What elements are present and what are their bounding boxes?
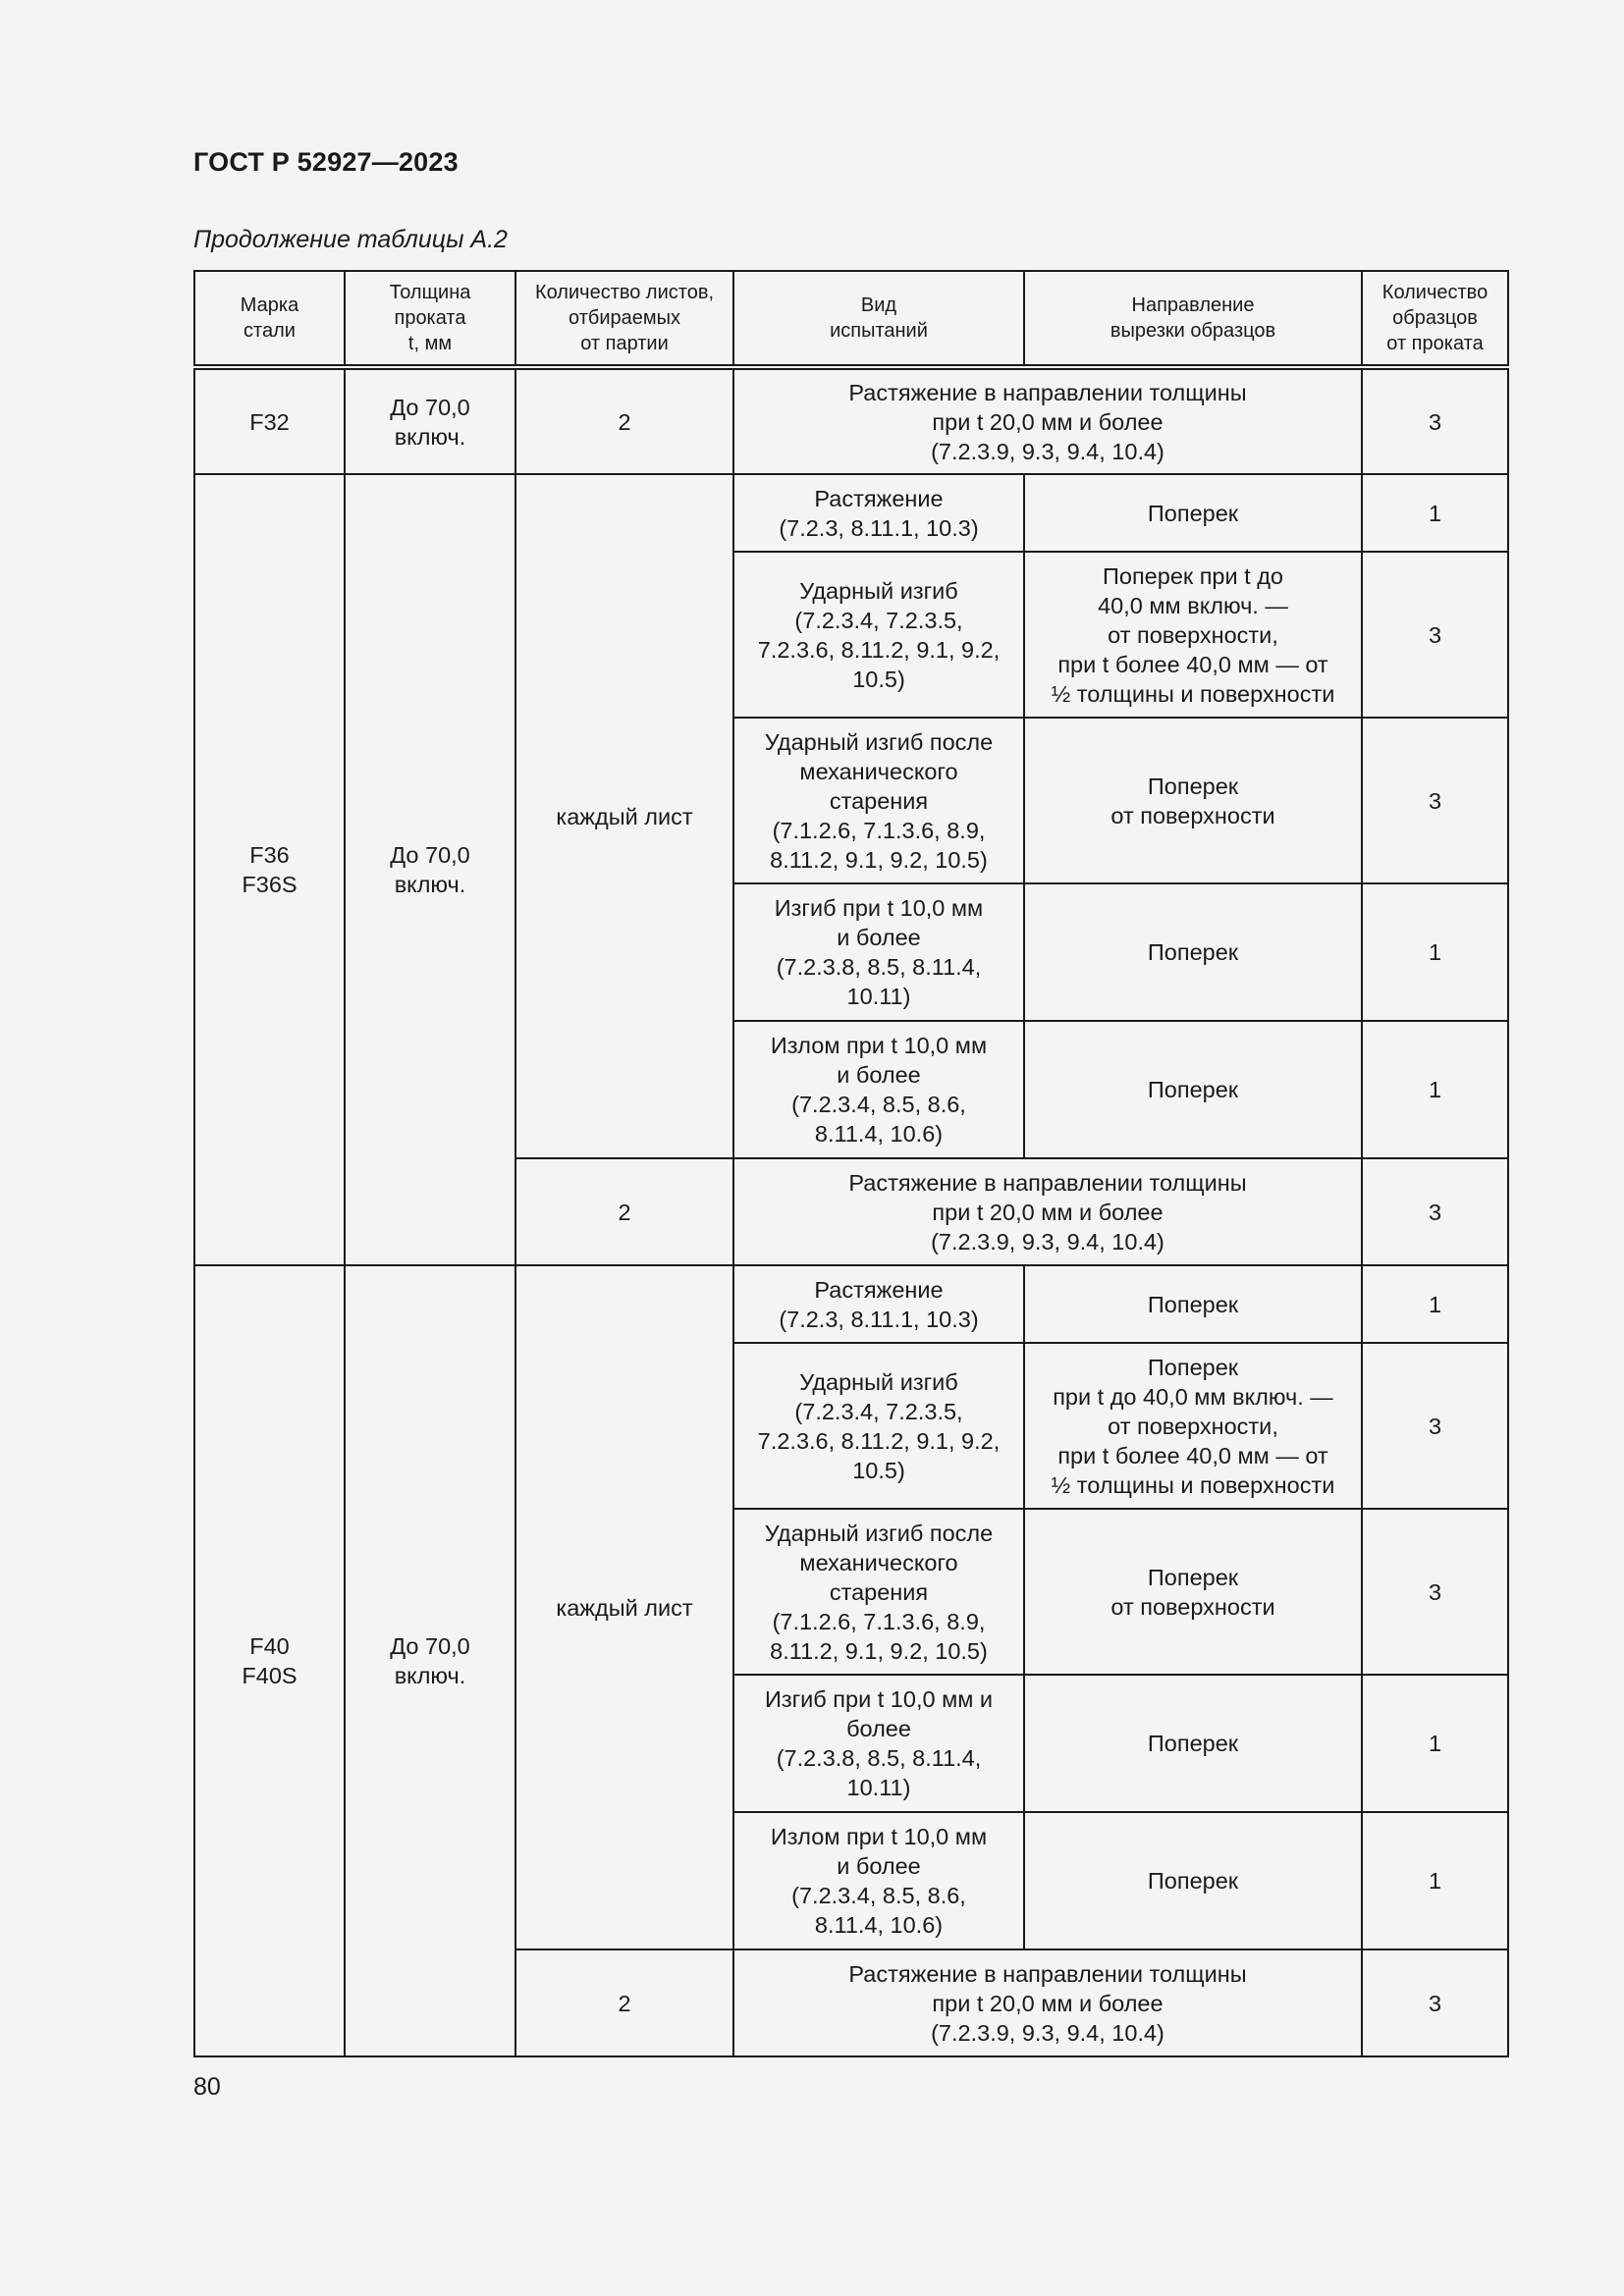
cell-line: (7.1.2.6, 7.1.3.6, 8.9,: [772, 1608, 986, 1634]
cell-line: F40S: [242, 1663, 298, 1688]
cell-line: и более: [837, 1853, 921, 1879]
cell-line: образцов: [1392, 307, 1478, 329]
test-cell: [733, 1021, 1024, 1158]
cell-line: от поверхности: [1110, 802, 1275, 828]
sheets-cell: каждый лист: [515, 474, 733, 1158]
cell-line: от партии: [580, 333, 669, 354]
cell-line: 10.5): [852, 1457, 905, 1483]
cell-line: Количество листов,: [534, 282, 715, 303]
test-cell: [733, 1812, 1024, 1949]
cell-line: проката: [394, 307, 466, 329]
grade-cell: [194, 367, 345, 474]
cell-line: более: [846, 1716, 911, 1741]
spec-table: [193, 270, 1509, 2057]
test-cell: [733, 1265, 1024, 1343]
cell-line: старения: [829, 787, 929, 814]
thickness-cell: [345, 474, 515, 1265]
cell-line: Излом при t 10,0 мм: [770, 1033, 988, 1058]
cell-line: от поверхности,: [1108, 621, 1278, 648]
cell-line: 10.5): [852, 666, 905, 692]
cell-line: (7.2.3.4, 8.5, 8.6,: [791, 1883, 966, 1908]
cell-line: Ударный изгиб: [799, 577, 958, 604]
cell-line: (7.2.3.9, 9.3, 9.4, 10.4): [931, 1228, 1164, 1255]
cell-line: старения: [829, 1578, 929, 1605]
cell-line: До 70,0: [390, 394, 470, 420]
count-cell: 3: [1362, 1343, 1508, 1509]
direction-cell: [1024, 1343, 1362, 1509]
cell-line: от поверхности,: [1108, 1413, 1278, 1439]
test-cell: [733, 718, 1024, 883]
cell-line: (7.2.3, 8.11.1, 10.3): [779, 1306, 979, 1332]
sheets-cell: 2: [515, 367, 733, 474]
cell-line: 8.11.2, 9.1, 9.2, 10.5): [770, 846, 988, 873]
cell-line: До 70,0: [390, 1633, 470, 1659]
test-cell: [733, 1675, 1024, 1812]
test-cell: [733, 1158, 1362, 1265]
cell-line: (7.2.3.9, 9.3, 9.4, 10.4): [931, 2019, 1164, 2046]
cell-line: испытаний: [830, 320, 928, 342]
cell-line: t, мм: [407, 333, 453, 354]
cell-line: включ.: [394, 872, 466, 897]
col-header-sheets: [515, 271, 733, 367]
cell-line: Ударный изгиб после: [764, 728, 994, 755]
cell-line: Поперек: [1147, 1564, 1239, 1590]
col-header-sample-count: [1362, 271, 1508, 367]
cell-line: (7.2.3.8, 8.5, 8.11.4,: [776, 954, 982, 980]
col-header-test-type: [733, 271, 1024, 367]
cell-line: Поперек: [1147, 1354, 1239, 1380]
cell-line: F36S: [242, 872, 298, 897]
test-cell: [733, 1509, 1024, 1675]
cell-line: 40,0 мм включ. —: [1098, 592, 1288, 618]
sheets-cell: 2: [515, 1949, 733, 2056]
cell-line: 8.11.2, 9.1, 9.2, 10.5): [770, 1637, 988, 1664]
count-cell: 3: [1362, 552, 1508, 718]
cell-line: Толщина: [389, 282, 471, 303]
cell-line: и более: [837, 1062, 921, 1088]
cell-line: при t более 40,0 мм — от: [1057, 1442, 1328, 1468]
cell-line: 7.2.3.6, 8.11.2, 9.1, 9.2,: [757, 636, 1001, 663]
table-row: [194, 367, 1508, 474]
direction-cell: [1024, 1812, 1362, 1949]
cell-line: (7.2.3.4, 7.2.3.5,: [794, 1398, 963, 1424]
cell-line: Растяжение: [814, 485, 944, 511]
count-cell: 1: [1362, 1265, 1508, 1343]
direction-cell: [1024, 1675, 1362, 1812]
count-cell: 1: [1362, 883, 1508, 1021]
direction-cell: [1024, 474, 1362, 552]
test-cell: [733, 474, 1024, 552]
cell-line: (7.1.2.6, 7.1.3.6, 8.9,: [772, 817, 986, 843]
cell-line: от поверхности: [1110, 1593, 1275, 1620]
cell-line: (7.2.3.8, 8.5, 8.11.4,: [776, 1745, 982, 1771]
col-header-direction: [1024, 271, 1362, 367]
cell-line: при t до 40,0 мм включ. —: [1053, 1383, 1333, 1410]
cell-line: Поперек: [1147, 1731, 1239, 1756]
cell-line: Направление: [1131, 294, 1255, 316]
cell-line: F32: [249, 408, 290, 435]
count-cell: 3: [1362, 1509, 1508, 1675]
cell-line: (7.2.3.4, 8.5, 8.6,: [791, 1092, 966, 1117]
cell-line: (7.2.3.4, 7.2.3.5,: [794, 607, 963, 633]
count-cell: 1: [1362, 1812, 1508, 1949]
direction-cell: [1024, 1265, 1362, 1343]
cell-line: стали: [244, 320, 296, 342]
count-cell: 1: [1362, 1021, 1508, 1158]
cell-line: Поперек: [1147, 500, 1239, 526]
cell-line: F36: [249, 842, 290, 868]
cell-line: Количество: [1381, 282, 1489, 303]
cell-line: 10.11): [846, 1775, 911, 1800]
count-cell: 3: [1362, 367, 1508, 474]
test-cell: [733, 1343, 1024, 1509]
document-code: ГОСТ Р 52927—2023: [193, 147, 459, 177]
table-row: [194, 474, 1508, 552]
header-row: [194, 271, 1508, 367]
cell-line: 10.11): [846, 984, 911, 1009]
cell-line: ½ толщины и поверхности: [1051, 680, 1335, 707]
cell-line: и более: [837, 925, 921, 950]
cell-line: от проката: [1386, 333, 1484, 354]
col-header-grade: [194, 271, 345, 367]
count-cell: 3: [1362, 1949, 1508, 2056]
cell-line: при t более 40,0 мм — от: [1057, 651, 1328, 677]
cell-line: 8.11.4, 10.6): [814, 1121, 944, 1147]
count-cell: 3: [1362, 718, 1508, 883]
cell-line: Поперек: [1147, 773, 1239, 799]
direction-cell: [1024, 552, 1362, 718]
direction-cell: [1024, 1509, 1362, 1675]
cell-line: До 70,0: [390, 842, 470, 868]
sheets-cell: каждый лист: [515, 1265, 733, 1949]
cell-line: при t 20,0 мм и более: [932, 408, 1164, 435]
cell-line: Изгиб при t 10,0 мм и: [764, 1686, 994, 1712]
grade-cell: [194, 474, 345, 1265]
count-cell: 1: [1362, 474, 1508, 552]
table-caption: Продолжение таблицы А.2: [193, 226, 508, 253]
cell-line: включ.: [394, 423, 466, 450]
cell-line: механического: [799, 758, 958, 784]
cell-line: Растяжение: [814, 1276, 944, 1303]
test-cell: [733, 552, 1024, 718]
cell-line: отбираемых: [568, 307, 680, 329]
cell-line: при t 20,0 мм и более: [932, 1990, 1164, 2016]
direction-cell: [1024, 883, 1362, 1021]
cell-line: включ.: [394, 1663, 466, 1688]
cell-line: Марка: [240, 294, 299, 316]
cell-line: Поперек: [1147, 939, 1239, 965]
cell-line: 7.2.3.6, 8.11.2, 9.1, 9.2,: [757, 1427, 1001, 1454]
sheets-cell: 2: [515, 1158, 733, 1265]
cell-line: Вид: [860, 294, 897, 316]
grade-cell: [194, 1265, 345, 2056]
cell-line: (7.2.3.9, 9.3, 9.4, 10.4): [931, 438, 1164, 464]
cell-line: Поперек: [1147, 1291, 1239, 1317]
cell-line: Растяжение в направлении толщины: [848, 1169, 1247, 1196]
direction-cell: [1024, 1021, 1362, 1158]
cell-line: вырезки образцов: [1110, 320, 1276, 342]
cell-line: механического: [799, 1549, 958, 1575]
cell-line: Излом при t 10,0 мм: [770, 1824, 988, 1849]
direction-cell: [1024, 718, 1362, 883]
thickness-cell: [345, 1265, 515, 2056]
cell-line: Ударный изгиб: [799, 1368, 958, 1395]
table-row: [194, 1265, 1508, 1343]
cell-line: Ударный изгиб после: [764, 1520, 994, 1546]
cell-line: F40: [249, 1633, 290, 1659]
test-cell: [733, 1949, 1362, 2056]
cell-line: Изгиб при t 10,0 мм: [774, 895, 984, 921]
test-cell: [733, 367, 1362, 474]
cell-line: (7.2.3, 8.11.1, 10.3): [779, 514, 979, 541]
count-cell: 1: [1362, 1675, 1508, 1812]
test-cell: [733, 883, 1024, 1021]
cell-line: Поперек: [1147, 1868, 1239, 1894]
cell-line: Поперек: [1147, 1077, 1239, 1102]
cell-line: Поперек при t до: [1103, 562, 1283, 589]
col-header-thickness: [345, 271, 515, 367]
cell-line: при t 20,0 мм и более: [932, 1199, 1164, 1225]
thickness-cell: [345, 367, 515, 474]
cell-line: ½ толщины и поверхности: [1051, 1471, 1335, 1498]
page-number: 80: [193, 2073, 221, 2101]
count-cell: 3: [1362, 1158, 1508, 1265]
cell-line: 8.11.4, 10.6): [814, 1912, 944, 1938]
cell-line: Растяжение в направлении толщины: [848, 379, 1247, 405]
cell-line: Растяжение в направлении толщины: [848, 1960, 1247, 1987]
